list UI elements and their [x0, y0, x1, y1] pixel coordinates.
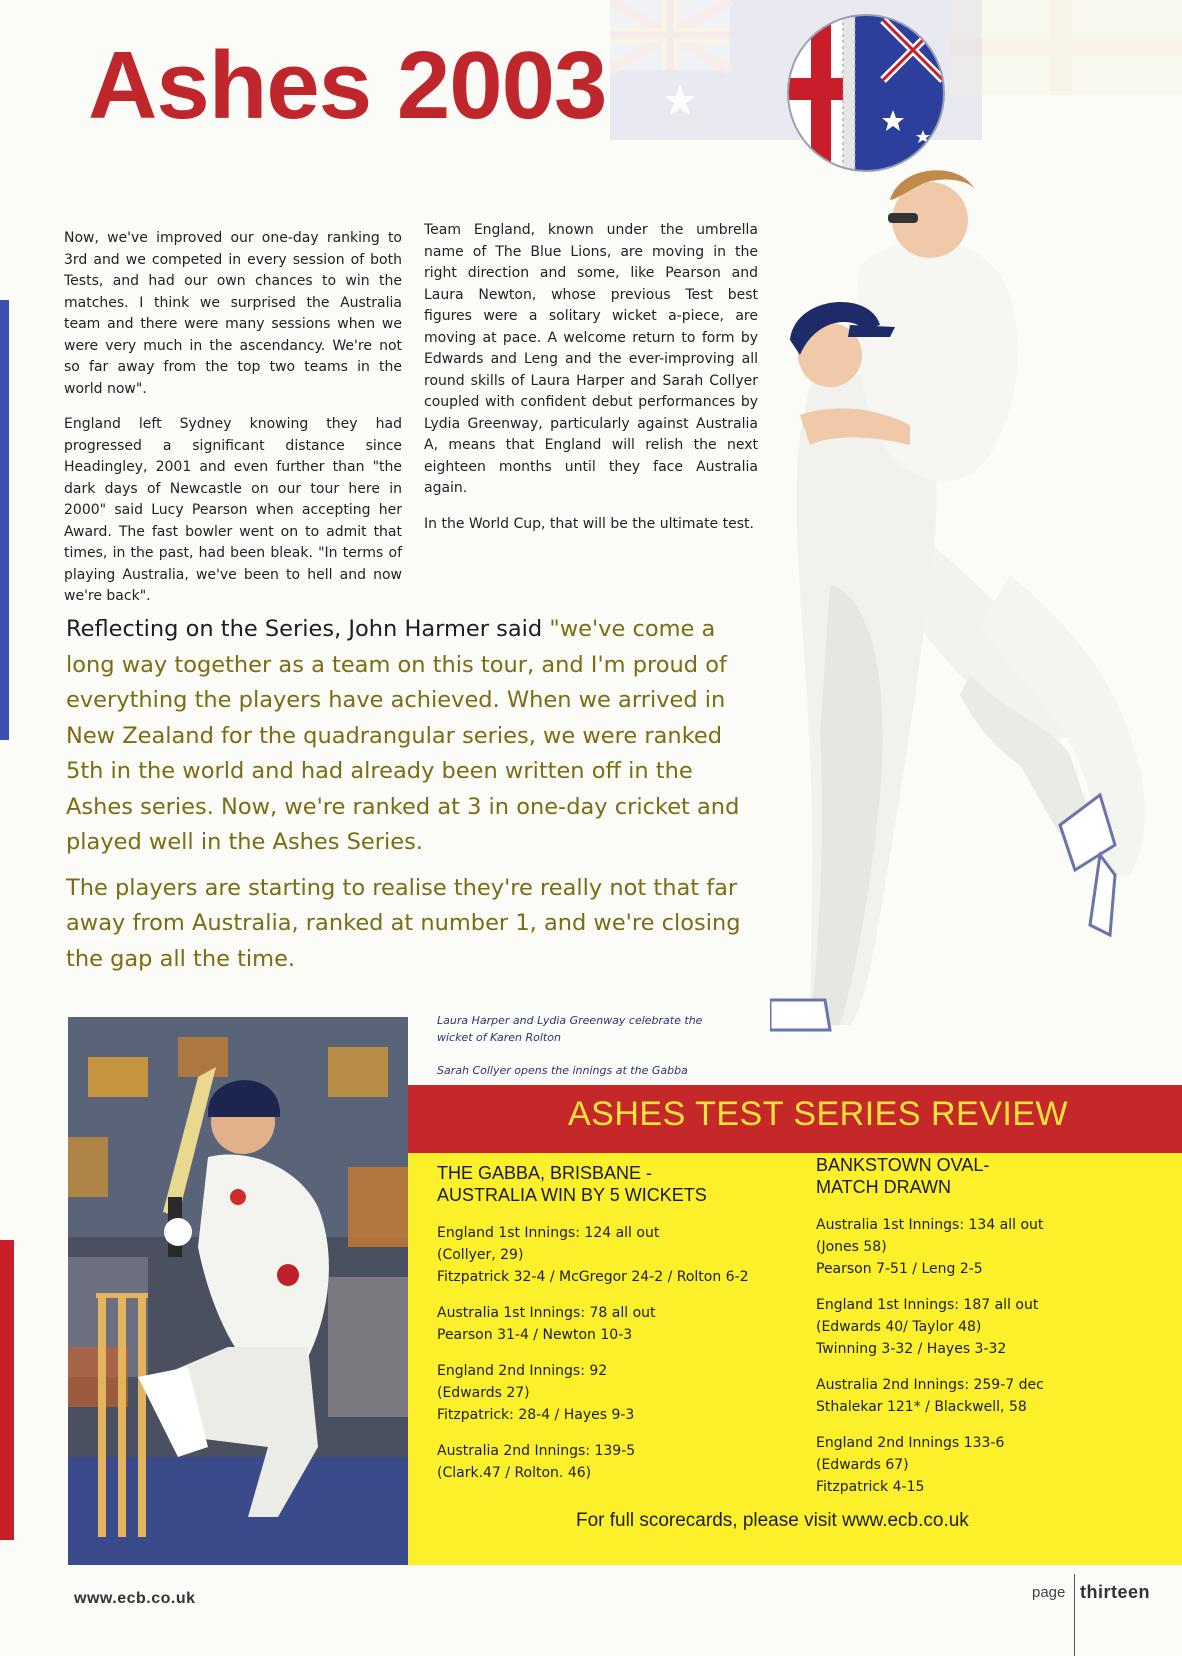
article-paragraph: England left Sydney knowing they had progressed a significant distance since Headingley, 2001 and even further than "the dark days of Newcastle on our tour here in 2000" said Lucy Pearson when accepting her Award. The fast bowler went on to admit that times, in the past, had been bleak. "In terms of playing Australia, we've been to hell and now we're back". [64, 416, 402, 604]
match-2-title: BANKSTOWN OVAL- MATCH DRAWN [816, 1155, 990, 1197]
review-heading: ASHES TEST SERIES REVIEW [568, 1095, 1069, 1133]
review-header [408, 1085, 1182, 1153]
article-paragraph: In the World Cup, that will be the ultimate test. [424, 515, 754, 532]
cricket-ball-flag-icon [783, 10, 949, 176]
innings-block: Australia 2nd Innings: 139-5 (Clark.47 / Rolton. 46) [437, 1443, 636, 1481]
quote-paragraph-2: The players are starting to realise they're really not that far away from Australia, ranked at number 1, and we're closing the gap all the time. [66, 874, 741, 972]
faded-flag-right [950, 0, 1182, 95]
quote-text: "we've come a long way together as a team on this tour, and I'm proud of everything the players have achieved. When we arrived in New Zealand for the quadrangular series, we were ranked 5th in the world and had already been written off in the Ashes series. Now, we're ranked at 3 in one-day cricket and played well in the Ashes Series. [66, 616, 740, 855]
innings-block: England 1st Innings: 124 all out (Collyer, 29) Fitzpatrick 32-4 / McGregor 24-2 / Rolton 6-2 [437, 1225, 749, 1285]
caption-celebrate: Laura Harper and Lydia Greenway celebrate the wicket of Karen Rolton [437, 1014, 703, 1044]
left-edge-red-strip [0, 1240, 14, 1540]
caption-batsman: Sarah Collyer opens the innings at the Gabba [437, 1064, 688, 1077]
scorecards-link-text: For full scorecards, please visit www.ecb.co.uk [576, 1510, 969, 1531]
article-column-2 [424, 220, 758, 549]
innings-block: England 1st Innings: 187 all out (Edwards 40/ Taylor 48) Twinning 3-32 / Hayes 3-32 [816, 1297, 1039, 1357]
celebrating-players-photo [770, 155, 1182, 1090]
quote-lead: Reflecting on the Series, John Harmer said [66, 616, 550, 642]
left-edge-blue-strip [0, 300, 9, 740]
match-1-column [437, 1162, 797, 1498]
match-2-column [816, 1154, 1156, 1512]
article-paragraph: Now, we've improved our one-day ranking to 3rd and we competed in every session of both Tests, and had our own chances to win the matches. I think we surprised the Australia team and there were many sessions when we were very much in the ascendancy. We're not so far away from the top two teams in the world now". [64, 230, 402, 397]
innings-block: Australia 1st Innings: 78 all out Pearson 31-4 / Newton 10-3 [437, 1305, 656, 1343]
quote-paragraph-1 [66, 612, 766, 861]
article-paragraph: Team England, known under the umbrella name of The Blue Lions, are moving in the right direction and some, like Pearson and Laura Newton, whose previous Test best figures were a solitary wicket a-piece, are moving at pace. A welcome return to form by Edwards and Leng and the ever-improving all round skills of Laura Harper and Sarah Collyer coupled with confident debut performances by Lydia Greenway, particularly against Australia A, means that England will relish the next eighteen months until they face Australia again. [424, 222, 758, 496]
innings-block: England 2nd Innings: 92 (Edwards 27) Fitzpatrick: 28-4 / Hayes 9-3 [437, 1363, 635, 1423]
article-column-1 [64, 228, 402, 622]
footer-url: www.ecb.co.uk [74, 1590, 196, 1607]
page-title: Ashes 2003 [88, 32, 607, 139]
page-number: thirteen [1080, 1582, 1151, 1602]
batsman-photo [68, 1017, 408, 1565]
page-label: page [1032, 1584, 1066, 1601]
innings-block: Australia 1st Innings: 134 all out (Jones 58) Pearson 7-51 / Leng 2-5 [816, 1217, 1044, 1277]
match-1-title: THE GABBA, BRISBANE - AUSTRALIA WIN BY 5 WICKETS [437, 1163, 707, 1205]
page-number-divider [1074, 1574, 1075, 1656]
pull-quote [66, 612, 766, 987]
innings-block: England 2nd Innings 133-6 (Edwards 67) Fitzpatrick 4-15 [816, 1435, 1005, 1495]
innings-block: Australia 2nd Innings: 259-7 dec Sthalekar 121* / Blackwell, 58 [816, 1377, 1044, 1415]
